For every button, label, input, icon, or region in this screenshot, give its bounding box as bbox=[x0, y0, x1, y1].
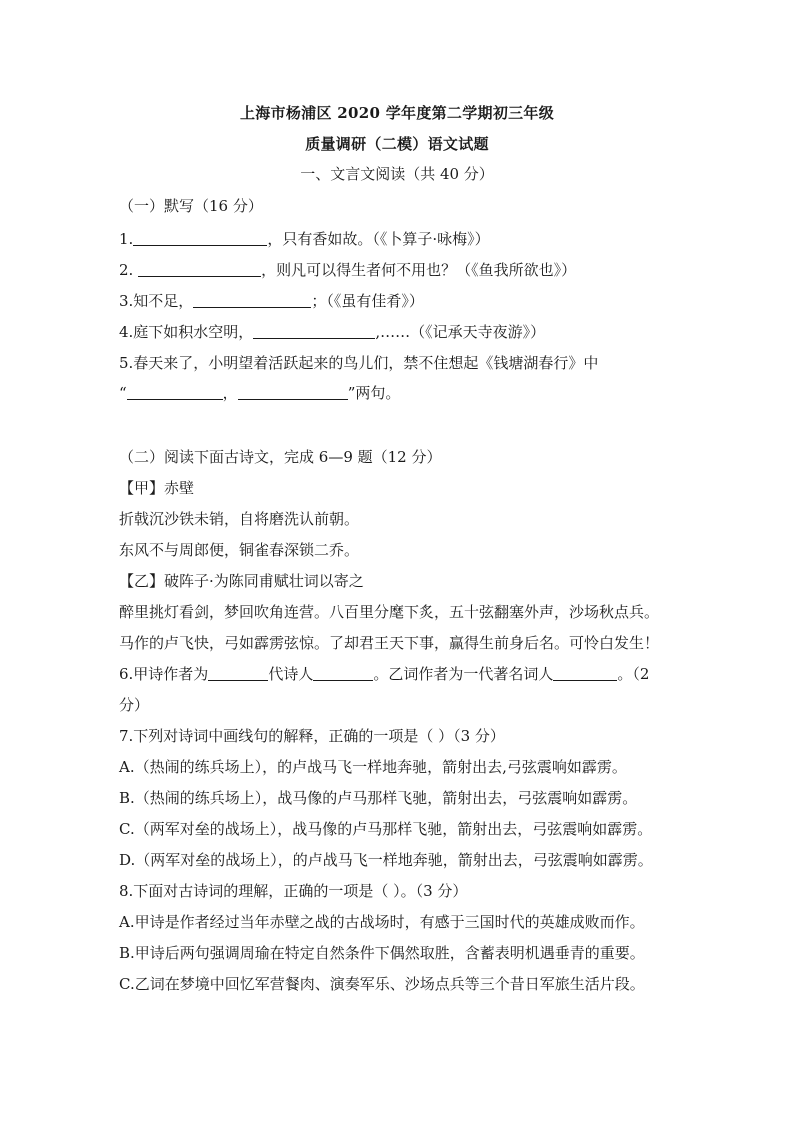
q6-part-d: 。（2 bbox=[617, 665, 650, 683]
q3-prefix: 3.知不足， bbox=[119, 292, 194, 310]
part2-heading: （二）阅读下面古诗文，完成 6—9 题（12 分） bbox=[119, 448, 442, 466]
question-5-line1: 5.春天来了，小明望着活跃起来的鸟儿们，禁不住想起《钱塘湖春行》中 bbox=[119, 354, 599, 372]
exam-title: 上海市杨浦区 2020 学年度第二学期初三年级 bbox=[239, 104, 555, 122]
q6-part-b: 代诗人 bbox=[268, 665, 314, 683]
question-8-option-c: C.乙词在梦境中回忆军营餐肉、演奏军乐、沙场点兵等三个昔日军旅生活片段。 bbox=[119, 975, 645, 993]
q3-answer-blank[interactable] bbox=[193, 293, 311, 308]
q2-text: ，则凡可以得生者何不用也？（《鱼我所欲也》） bbox=[261, 261, 577, 279]
question-7-option-b: B.（热闹的练兵场上），战马像的卢马那样飞驰，箭射出去，弓弦震响如霹雳。 bbox=[119, 789, 638, 807]
question-7-option-c: C.（两军对垒的战场上），战马像的卢马那样飞驰，箭射出去，弓弦震响如霹雳。 bbox=[119, 820, 653, 838]
q6-answer-blank-3[interactable] bbox=[553, 666, 617, 681]
q6-answer-blank-2[interactable] bbox=[313, 666, 373, 681]
question-6 bbox=[119, 663, 679, 684]
q2-number: 2. bbox=[119, 261, 134, 279]
poem-yi-line-1: 醉里挑灯看剑，梦回吹角连营。八百里分麾下炙，五十弦翻塞外声，沙场秋点兵。 bbox=[119, 603, 660, 621]
poem-jia-line-2: 东风不与周郎便，铜雀春深锁二乔。 bbox=[119, 541, 360, 559]
q6-part-a: 6.甲诗作者为 bbox=[119, 665, 209, 683]
q5-close: ”两句。 bbox=[347, 384, 401, 402]
q1-answer-blank[interactable] bbox=[133, 231, 267, 246]
q4-answer-blank[interactable] bbox=[253, 324, 375, 339]
question-6-wrap: 分） bbox=[119, 696, 150, 714]
exam-subtitle: 质量调研（二模）语文试题 bbox=[305, 135, 489, 153]
poem-yi-title: 【乙】破阵子·为陈同甫赋壮词以寄之 bbox=[119, 572, 364, 590]
q5-open-quote: “ bbox=[119, 384, 127, 402]
q4-prefix: 4.庭下如积水空明， bbox=[119, 323, 254, 341]
question-8-option-a: A.甲诗是作者经过当年赤壁之战的古战场时，有感于三国时代的英雄成败而作。 bbox=[119, 913, 645, 931]
part1-heading: （一）默写（16 分） bbox=[119, 197, 263, 215]
poem-jia-title: 【甲】赤壁 bbox=[119, 479, 195, 497]
q6-answer-blank-1[interactable] bbox=[208, 666, 268, 681]
question-4 bbox=[119, 321, 679, 342]
question-8-option-b: B.甲诗后两句强调周瑜在特定自然条件下偶然取胜，含蓄表明机遇垂青的重要。 bbox=[119, 944, 645, 962]
q4-text: ,……（《记承天寺夜游》） bbox=[375, 323, 546, 341]
q2-answer-blank[interactable] bbox=[138, 262, 261, 277]
q6-part-c: 。乙词作者为一代著名词人 bbox=[373, 665, 554, 683]
q1-number: 1. bbox=[119, 230, 134, 248]
q5-answer-blank-2[interactable] bbox=[238, 385, 348, 400]
q5-answer-blank-1[interactable] bbox=[127, 385, 223, 400]
question-7-stem: 7.下列对诗词中画线句的解释，正确的一项是（ ）（3 分） bbox=[119, 727, 505, 745]
question-5-line2 bbox=[119, 382, 679, 403]
q5-comma: ， bbox=[222, 384, 238, 402]
question-7-option-d: D.（两军对垒的战场上），的卢战马飞一样地奔驰，箭射出去，弓弦震响如霹雳。 bbox=[119, 851, 653, 869]
q3-text: ；（《虽有佳肴》） bbox=[311, 292, 424, 310]
question-3 bbox=[119, 290, 679, 311]
poem-yi-line-2: 马作的卢飞快，弓如霹雳弦惊。了却君王天下事，赢得生前身后名。可怜白发生！ bbox=[119, 634, 660, 652]
section-heading: 一、文言文阅读（共 40 分） bbox=[300, 165, 494, 183]
question-2 bbox=[119, 259, 679, 280]
q1-text: ，只有香如故。（《卜算子·咏梅》） bbox=[267, 230, 490, 248]
poem-jia-line-1: 折戟沉沙铁未销，自将磨洗认前朝。 bbox=[119, 510, 360, 528]
question-8-stem: 8.下面对古诗词的理解，正确的一项是（ ）。（3 分） bbox=[119, 882, 468, 900]
question-7-option-a: A.（热闹的练兵场上），的卢战马飞一样地奔驰，箭射出去,弓弦震响如霹雳。 bbox=[119, 758, 627, 776]
question-1 bbox=[119, 228, 679, 249]
